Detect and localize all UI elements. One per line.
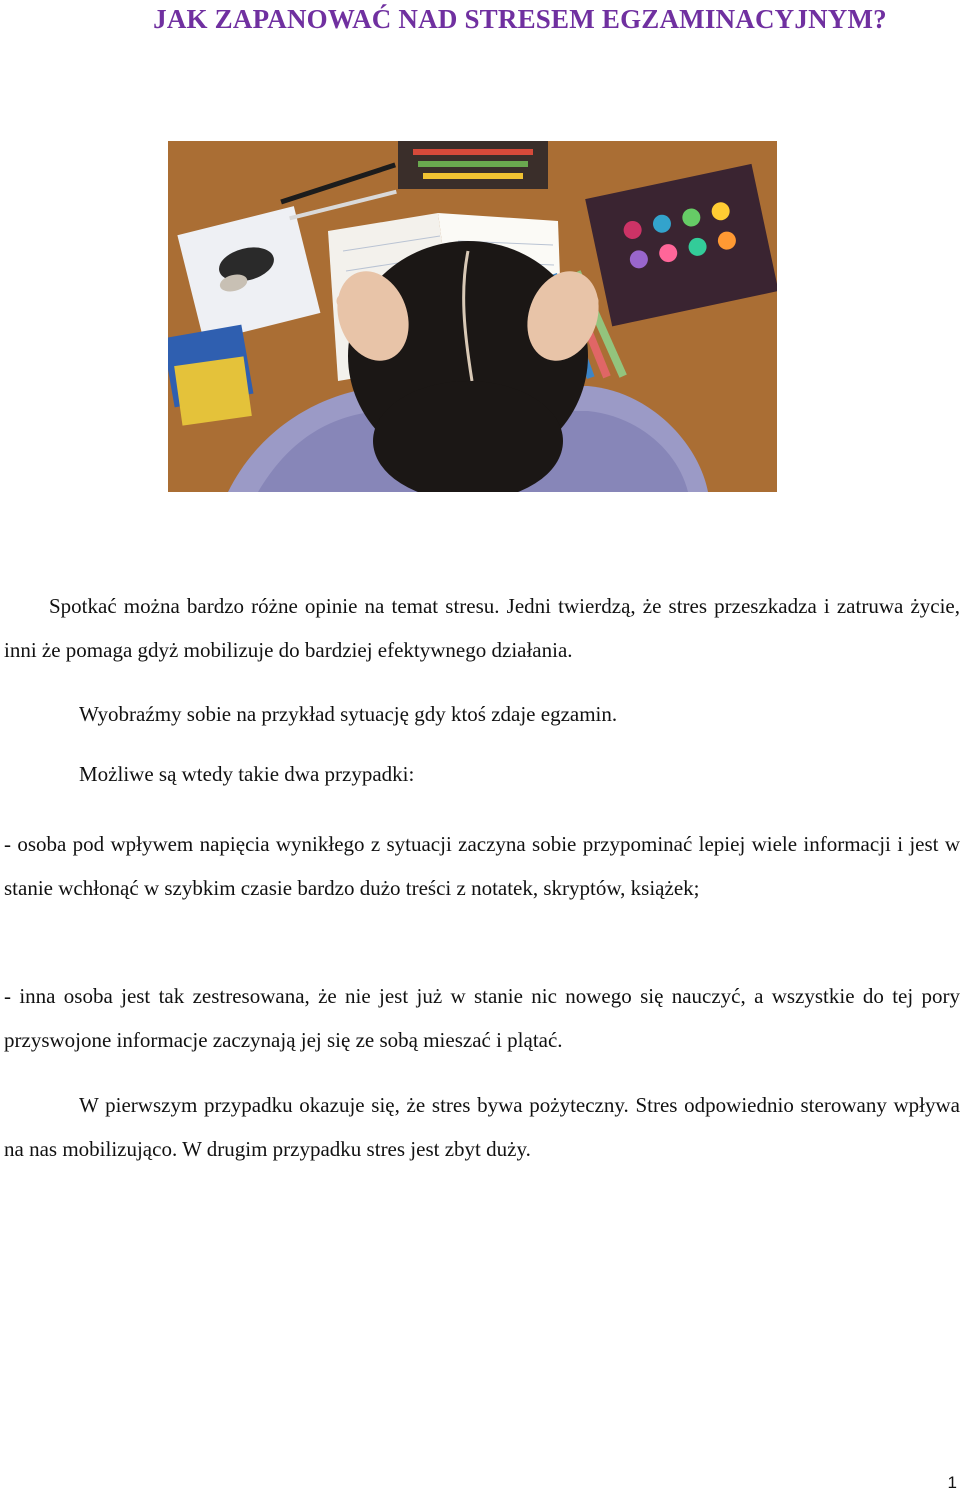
paragraph-case-one: - osoba pod wpływem napięcia wynikłego z sytuacji zaczyna sobie przypominać lepiej wiele informacji i jest w stanie wchłonąć w szybkim czasie bardzo dużo treści z notatek, skryptów, książek; xyxy=(4,832,960,900)
stressed-student-photo xyxy=(168,141,777,492)
paragraph-example: Wyobraźmy sobie na przykład sytuację gdy ktoś zdaje egzamin. xyxy=(79,702,618,726)
page-number: 1 xyxy=(947,1473,957,1492)
paragraph-case-two: - inna osoba jest tak zestresowana, że nie jest już w stanie nic nowego się nauczyć, a wszystkie do tej pory przyswojone informacje zaczynają jej się ze sobą mieszać i plątać. xyxy=(4,984,960,1052)
paragraph-cases: Możliwe są wtedy takie dwa przypadki: xyxy=(79,762,415,786)
paragraph-intro: Spotkać można bardzo różne opinie na temat stresu. Jedni twierdzą, że stres przeszkadza i zatruwa życie, inni że pomaga gdyż mobilizuje do bardziej efektywnego działania. xyxy=(4,594,960,662)
paragraph-conclusion: W pierwszym przypadku okazuje się, że stres bywa pożyteczny. Stres odpowiednio sterowany wpływa na nas mobilizująco. W drugim przypadku stres jest zbyt duży. xyxy=(4,1093,960,1161)
document-title: JAK ZAPANOWAĆ NAD STRESEM EGZAMINACYJNYM? xyxy=(153,4,887,34)
